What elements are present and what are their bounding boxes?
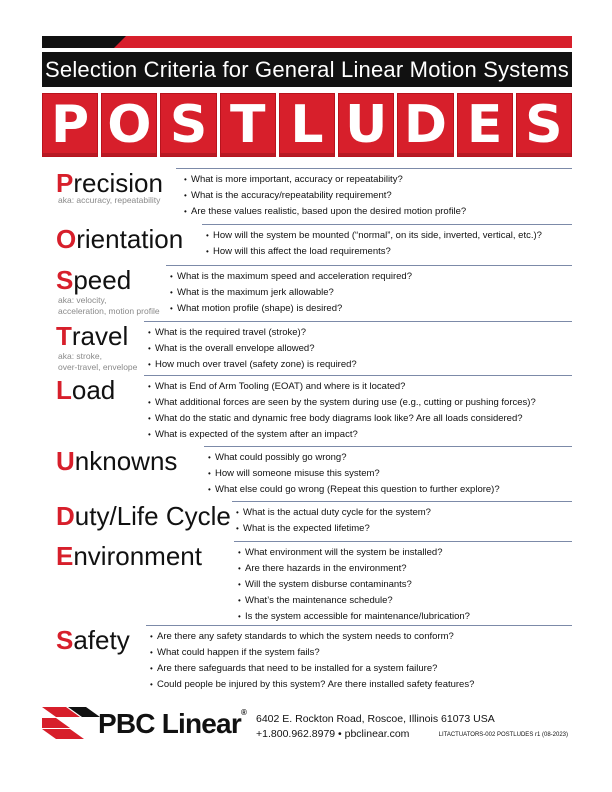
question-item: • What is the maximum jerk allowable? [170,285,412,301]
section-title-rest: nvironment [73,541,202,571]
question-item: • How will the system be mounted (“normal”, on its side, inverted, vertical, etc.)? [206,228,542,244]
brand-name [98,708,246,740]
letter-tile [338,93,394,157]
question-item: • What could possibly go wrong? [208,450,500,466]
question-item: • How will someone misuse this system? [208,466,500,482]
question-item: • Is the system accessible for maintenance/lubrication? [238,609,470,625]
section-title-initial: D [56,501,75,531]
section-questions [236,505,431,537]
question-item: • Are these values realistic, based upon the desired motion profile? [184,204,466,220]
letter-tile [397,93,453,157]
letter-tile-text: U [345,95,388,155]
company-contact[interactable]: +1.800.962.8979 • pbclinear.com [256,728,410,740]
section-title [56,627,130,653]
section-title-initial: T [56,321,72,351]
section-divider [234,541,572,542]
question-item: • What’s the maintenance schedule? [238,593,470,609]
section-title-initial: U [56,446,75,476]
section-aka [58,295,160,316]
letter-tile [279,93,335,157]
company-address: 6402 E. Rockton Road, Roscoe, Illinois 61073 USA [256,713,495,725]
section-aka-line: aka: velocity, [58,295,107,305]
section-title-initial: E [56,541,74,571]
section-title [56,170,163,196]
question-item: • What is more important, accuracy or repeatability? [184,172,466,188]
section-aka [58,195,160,206]
section-title-rest: rientation [76,224,184,254]
question-item: • How much over travel (safety zone) is required? [148,357,357,373]
document-id: LITACTUATORS-002 POSTLUDES r1 (08-2023) [438,732,568,738]
question-item: • What is the maximum speed and acceleration required? [170,269,412,285]
section-title-rest: recision [73,168,163,198]
question-item: • What is End of Arm Tooling (EOAT) and where is it located? [148,379,536,395]
section-divider [202,224,572,225]
section-title [56,377,115,403]
letter-tile [160,93,216,157]
section-title [56,323,128,349]
question-item: • What is the accuracy/repeatability requirement? [184,188,466,204]
question-item: • What is the expected lifetime? [236,521,431,537]
section-aka-line: aka: stroke, [58,351,102,361]
letter-tile [220,93,276,157]
letter-tile-text: D [403,95,447,155]
section-divider [204,446,572,447]
letter-tile [457,93,513,157]
section-questions [170,269,412,317]
section-questions [206,228,542,260]
section-title-initial: S [56,265,74,295]
question-item: • Are there hazards in the environment? [238,561,470,577]
letter-tile [42,93,98,157]
section-questions [238,545,470,625]
letter-tile-text: E [466,95,503,155]
section-title [56,543,202,569]
section-title-initial: P [56,168,74,198]
section-aka [58,351,137,372]
section-title-rest: afety [73,625,130,655]
question-item: • What motion profile (shape) is desired? [170,301,412,317]
letter-tile-text: S [169,95,208,155]
question-item: • What could happen if the system fails? [150,645,474,661]
section-title-initial: O [56,224,77,254]
question-item: • How will this affect the load requirements? [206,244,542,260]
question-item: • What additional forces are seen by the system during use (e.g., cutting or pushing forces)? [148,395,536,411]
question-item: • What do the static and dynamic free body diagrams look like? Are all loads considered? [148,411,536,427]
section-divider [232,501,572,502]
section-title [56,226,183,252]
letter-tile-text: S [525,95,563,155]
top-red-stripe [112,36,572,48]
question-item: • Are there any safety standards to which the system needs to conform? [150,629,474,645]
section-divider [144,321,572,322]
letter-tile-text: L [290,95,324,155]
section-title-rest: uty/Life Cycle [74,501,231,531]
section-title-rest: peed [73,265,132,295]
section-divider [176,168,572,169]
section-title [56,448,177,474]
section-title-rest: ravel [71,321,129,351]
section-title-rest: oad [71,375,116,405]
section-questions [208,450,500,498]
section-divider [144,375,572,376]
section-aka-line: aka: accuracy, repeatability [58,195,161,205]
subtitle-bar [42,52,572,87]
question-item: • Will the system disburse contaminants? [238,577,470,593]
section-aka-line: over-travel, envelope [58,361,138,372]
section-title-initial: L [56,375,72,405]
section-divider [166,265,572,266]
section-title [56,267,131,293]
trademark-symbol: ® [240,708,247,717]
question-item: • What is the actual duty cycle for the system? [236,505,431,521]
letter-tile-text: O [107,95,152,155]
letter-tile [101,93,157,157]
postludes-banner [42,93,572,157]
question-item: • What is the overall envelope allowed? [148,341,357,357]
question-item: • What environment will the system be installed? [238,545,470,561]
letter-tile-text: T [230,95,266,155]
section-divider [146,625,572,626]
question-item: • Could people be injured by this system? Are there installed safety features? [150,677,474,693]
question-item: • What is expected of the system after an impact? [148,427,536,443]
question-item: • What is the required travel (stroke)? [148,325,357,341]
section-questions [148,379,536,443]
letter-tile [516,93,572,157]
section-questions [184,172,466,220]
letter-tile-text: P [51,95,90,155]
section-questions [148,325,357,373]
section-title [56,503,231,529]
section-questions [150,629,474,693]
question-item: • What else could go wrong (Repeat this question to further explore)? [208,482,500,498]
subtitle: Selection Criteria for General Linear Motion Systems [45,56,569,82]
brand-name-text: PBC Linear [98,708,241,739]
section-aka-line: acceleration, motion profile [58,305,160,316]
section-title-initial: S [56,625,74,655]
question-item: • Are there safeguards that need to be installed for a system failure? [150,661,474,677]
section-title-rest: nknowns [74,446,178,476]
